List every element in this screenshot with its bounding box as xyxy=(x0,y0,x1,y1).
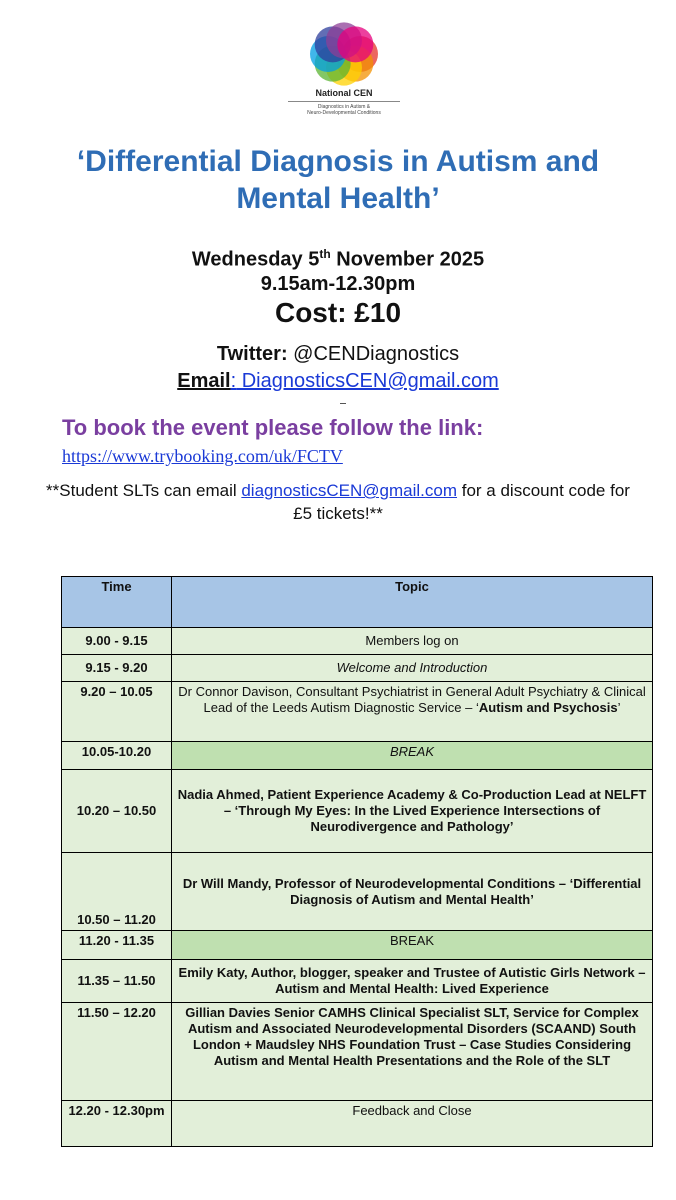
row-topic: Dr Will Mandy, Professor of Neurodevelopmental Conditions – ‘Differential Diagnosis of Autism and Mental Health’ xyxy=(172,853,653,931)
date-rest: November 2025 xyxy=(330,248,485,271)
booking-link[interactable]: https://www.trybooking.com/uk/FCTV xyxy=(62,446,343,466)
row-time: 10.50 – 11.20 xyxy=(62,853,172,931)
logo-subtitle xyxy=(288,104,400,116)
divider-mark xyxy=(340,403,346,404)
schedule-header-row xyxy=(62,577,653,628)
row-topic: Feedback and Close xyxy=(172,1101,653,1147)
row-topic: Gillian Davies Senior CAMHS Clinical Specialist SLT, Service for Complex Autism and Associated Neurodevelopmental Disorders (SCAAND) South London + Maudsley NHS Foundation Trust – Case Studies Considering Autism and Mental Health Presentations and the Role of the SLT xyxy=(172,1003,653,1101)
table-row xyxy=(62,628,653,655)
row-topic-end: ’ xyxy=(617,700,621,715)
logo-subtitle-line1: Diagnostics in Autism & xyxy=(317,104,371,110)
table-row xyxy=(62,853,653,931)
student-note-before: **Student SLTs can email xyxy=(46,481,242,500)
row-time: 12.20 - 12.30pm xyxy=(62,1101,172,1147)
table-row xyxy=(62,682,653,742)
logo-subtitle-line2: Neuro-Developmental Conditions xyxy=(307,110,381,116)
row-time: 11.50 – 12.20 xyxy=(62,1003,172,1101)
row-time: 11.35 – 11.50 xyxy=(62,960,172,1003)
row-time: 10.20 – 10.50 xyxy=(62,770,172,853)
schedule-table xyxy=(61,576,653,1147)
event-title-line2: Mental Health’ xyxy=(236,182,440,215)
row-topic-bold: Autism and Psychosis xyxy=(478,700,618,715)
row-time: 9.00 - 9.15 xyxy=(62,628,172,655)
row-topic: Nadia Ahmed, Patient Experience Academy & Co-Production Lead at NELFT – ‘Through My Eyes: In the Lived Experience Intersections of Neurodivergence and Pathology’ xyxy=(172,770,653,853)
table-row xyxy=(62,1003,653,1101)
table-row xyxy=(62,655,653,682)
table-row xyxy=(62,770,653,853)
logo-name: National CEN xyxy=(315,88,373,98)
student-discount-note xyxy=(40,479,636,525)
event-cost: Cost: £10 xyxy=(274,297,402,328)
logo-divider xyxy=(288,101,400,102)
row-topic xyxy=(172,682,653,742)
email-address: DiagnosticsCEN@gmail.com xyxy=(236,370,499,392)
date-prefix: Wednesday 5 xyxy=(191,248,320,271)
logo-circle xyxy=(337,26,373,62)
twitter-handle: @CENDiagnostics xyxy=(287,343,460,365)
table-row xyxy=(62,1101,653,1147)
event-time: 9.15am-12.30pm xyxy=(260,273,416,295)
event-title-line1: ‘Differential Diagnosis in Autism and xyxy=(76,145,600,178)
event-date xyxy=(0,247,676,272)
email-line xyxy=(0,370,676,393)
row-topic: BREAK xyxy=(172,742,653,770)
row-time: 11.20 - 11.35 xyxy=(62,931,172,960)
row-topic-text: Dr Connor Davison, Consultant Psychiatrist in General Adult Psychiatry & Clinical Lead of the Leeds Autism Diagnostic Service – ‘ xyxy=(178,684,646,715)
row-topic: BREAK xyxy=(172,931,653,960)
row-time: 9.20 – 10.05 xyxy=(62,682,172,742)
header-topic: Topic xyxy=(172,577,653,628)
table-row xyxy=(62,931,653,960)
row-topic: Welcome and Introduction xyxy=(172,655,653,682)
row-topic: Members log on xyxy=(172,628,653,655)
date-ordinal: th xyxy=(319,247,331,261)
email-link[interactable] xyxy=(231,370,499,392)
twitter-label: Twitter: xyxy=(216,343,288,365)
table-row xyxy=(62,742,653,770)
booking-heading: To book the event please follow the link: xyxy=(62,415,484,440)
student-note-after: for a discount code for £5 tickets!** xyxy=(293,481,630,523)
table-row xyxy=(62,960,653,1003)
row-topic: Emily Katy, Author, blogger, speaker and Trustee of Autistic Girls Network – Autism and Mental Health: Lived Experience xyxy=(172,960,653,1003)
student-email-link[interactable]: diagnosticsCEN@gmail.com xyxy=(241,481,458,500)
row-time: 9.15 - 9.20 xyxy=(62,655,172,682)
twitter-line xyxy=(0,343,676,366)
event-title xyxy=(30,143,646,217)
email-colon: : xyxy=(230,370,237,392)
row-time: 10.05-10.20 xyxy=(62,742,172,770)
email-label: Email xyxy=(177,370,231,392)
header-time: Time xyxy=(62,577,172,628)
